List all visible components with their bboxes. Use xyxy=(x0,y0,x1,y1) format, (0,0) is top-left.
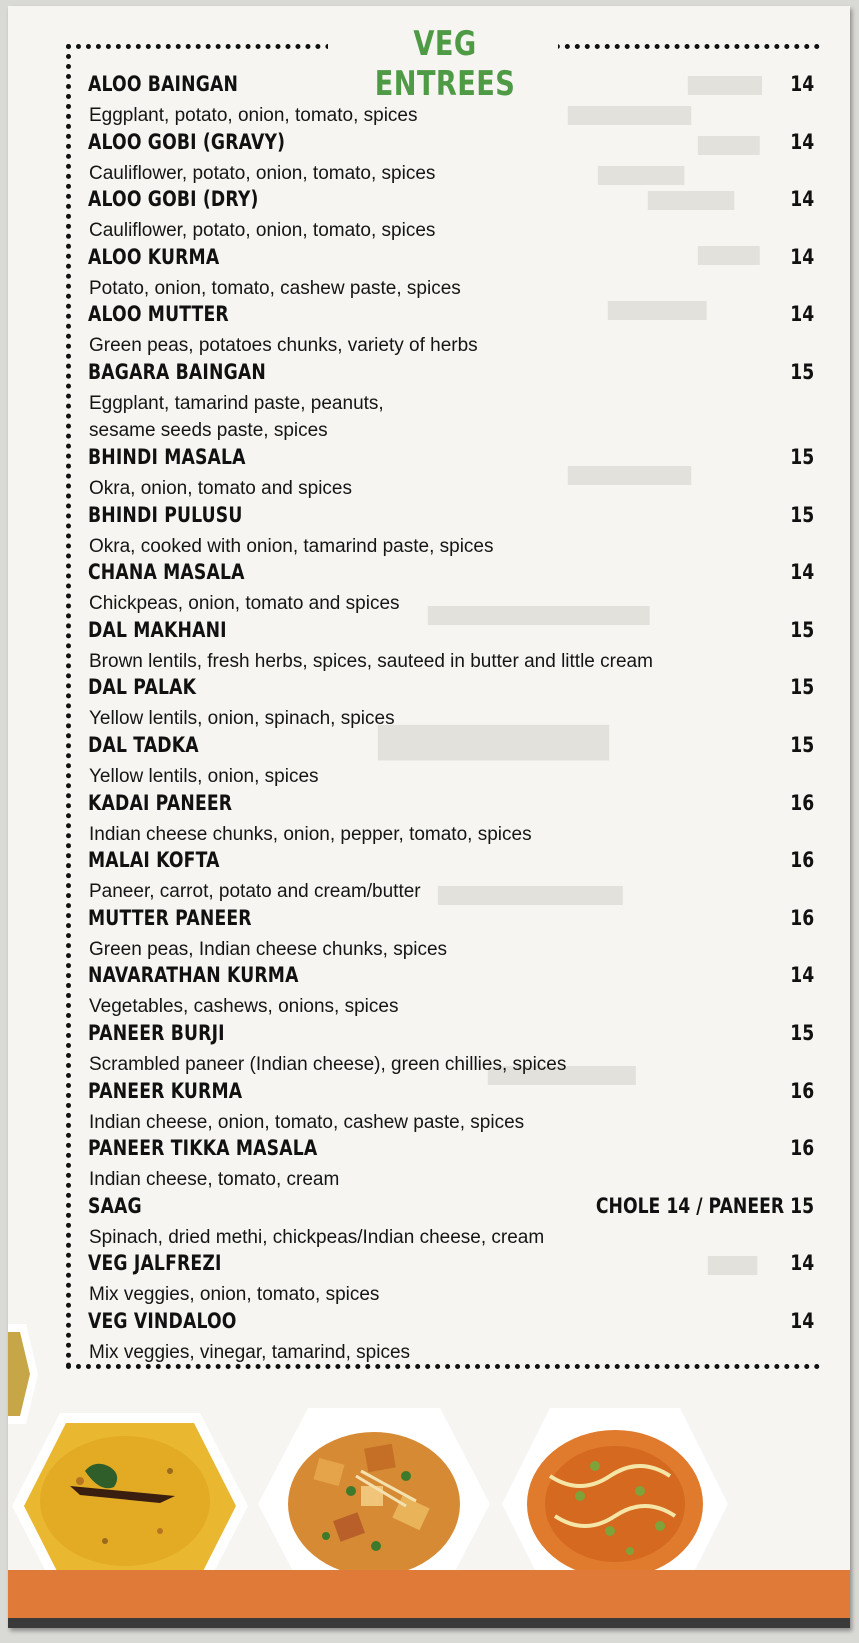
item-name: ALOO GOBI (DRY) xyxy=(88,187,259,212)
item-description: Scrambled paneer (Indian cheese), green chillies, spices xyxy=(89,1053,567,1075)
item-price: 14 xyxy=(790,560,814,585)
item-name: DAL PALAK xyxy=(88,675,197,700)
item-price: 14 xyxy=(790,72,814,96)
item-price: 15 xyxy=(790,732,814,757)
item-price: 14 xyxy=(790,187,814,212)
section-title: VEG ENTREES xyxy=(374,24,516,104)
menu-item xyxy=(88,360,814,445)
item-name: DAL TADKA xyxy=(88,732,199,757)
menu-item xyxy=(88,187,814,245)
item-price: 16 xyxy=(790,1078,814,1103)
menu-item xyxy=(88,675,814,733)
item-description: Okra, cooked with onion, tamarind paste, spices xyxy=(89,535,494,557)
item-description: Okra, onion, tomato and spices xyxy=(89,477,352,499)
item-name: BHINDI PULUSU xyxy=(88,502,243,527)
item-name: SAAG xyxy=(88,1193,142,1218)
menu-item xyxy=(88,733,814,791)
menu-page: ██████ ██████████ █████ ███████ ███████ █████ ████████ ██████████ ██████████████████ ██████████ ███████████████ ████████████ ████ VEG ENTREES ALOO BAINGAN 14 Eggplant, potato, onion, tomato, spices ALOO GOBI (GRAVY) 14 Cauliflower, potato, onion, tomato, spices ALOO GOBI (DRY) 14 Cauliflower, potato, onion, tomato, spices ALOO KURMA 14 Potato, onion, tomato, cashew paste, spices ALOO MUTTER 14 Green peas, potatoes chunks, variety of herbs BAGARA BAINGAN 15 Eggplant, tamarind paste, peanuts, sesame seeds paste, spices BHINDI MASALA 15 Okra, onion, tomato and spices BHINDI PULUSU 15 Okra, cooked with onion, tamarind paste, spices CHANA MASALA 14 Chickpeas, onion, tomato and spices DAL MAKHANI 15 Brown lentils, fresh herbs, spices, sauteed in butter and little cream DAL PALAK 15 Yellow lentils, onion, spinach, spices DAL TADKA 15 Yellow lentils, onion, spices KADAI PANEER 16 Indian cheese chunks, onion, pepper, tomato, spices MALAI KOFTA 16 Paneer, carrot, potato and cream/butter MUTTER PANEER 16 Green peas, Indian cheese chunks, spices NAVARATHAN KURMA 14 Vegetables, cashews, onions, spices PANEER BURJI 15 Scrambled paneer (Indian cheese), green chillies, spices PANEER KURMA 16 Indian cheese, onion, tomato, cashew paste, spices PANEER TIKKA MASALA 16 Indian cheese, tomato, cream SAAG CHOLE 14 / PANEER 15 Spinach, dried methi, chickpeas/Indian cheese, cream VEG JALFREZI 14 Mix veggies, onion, tomato, spices VEG VINDALOO 14 Mix veggies, vinegar, tamarind, spices xyxy=(8,6,850,1628)
item-price: 15 xyxy=(790,502,814,527)
item-description: Paneer, carrot, potato and cream/butter xyxy=(89,881,421,903)
item-description: Vegetables, cashews, onions, spices xyxy=(89,996,399,1018)
item-name: PANEER KURMA xyxy=(88,1078,243,1103)
menu-item xyxy=(88,848,814,906)
menu-item xyxy=(88,1021,814,1079)
item-price: 15 xyxy=(790,444,814,469)
footer-band xyxy=(8,1570,850,1628)
item-name: CHANA MASALA xyxy=(88,560,245,585)
item-name: PANEER BURJI xyxy=(88,1020,225,1045)
item-description: Cauliflower, potato, onion, tomato, spices xyxy=(89,220,436,242)
item-price: 16 xyxy=(790,848,814,873)
item-name: ALOO KURMA xyxy=(88,244,220,269)
item-name: BHINDI MASALA xyxy=(88,444,246,469)
food-photo-partial xyxy=(8,1324,38,1424)
item-name: MALAI KOFTA xyxy=(88,848,220,873)
item-description: Indian cheese, onion, tomato, cashew paste, spices xyxy=(89,1111,525,1133)
menu-item xyxy=(88,302,814,360)
item-description: Yellow lentils, onion, spices xyxy=(89,765,319,787)
item-price: 14 xyxy=(790,129,814,154)
menu-item xyxy=(88,72,814,130)
menu-item xyxy=(88,618,814,676)
menu-item xyxy=(88,445,814,503)
menu-item xyxy=(88,906,814,964)
item-name: ALOO MUTTER xyxy=(88,302,229,327)
item-description: Green peas, Indian cheese chunks, spices xyxy=(89,938,448,960)
menu-item xyxy=(88,503,814,561)
item-name: BAGARA BAINGAN xyxy=(88,359,266,384)
item-name: NAVARATHAN KURMA xyxy=(88,963,299,988)
item-description: Eggplant, potato, onion, tomato, spices xyxy=(89,105,418,126)
item-description: Potato, onion, tomato, cashew paste, spices xyxy=(89,277,461,299)
item-price: 14 xyxy=(790,302,814,327)
menu-item xyxy=(88,1309,814,1367)
item-price: 14 xyxy=(790,244,814,269)
menu-item xyxy=(88,1136,814,1194)
item-price: 14 xyxy=(790,1251,814,1276)
item-description: Indian cheese, tomato, cream xyxy=(89,1169,340,1191)
item-name: PANEER TIKKA MASALA xyxy=(88,1136,318,1161)
menu-item xyxy=(88,1251,814,1309)
menu-item xyxy=(88,130,814,188)
item-price: 15 xyxy=(790,675,814,700)
item-description: Chickpeas, onion, tomato and spices xyxy=(89,593,400,615)
item-description: Green peas, potatoes chunks, variety of herbs xyxy=(89,335,478,357)
item-price: 15 xyxy=(790,617,814,642)
item-price: CHOLE 14 / PANEER 15 xyxy=(595,1193,814,1218)
item-price: 14 xyxy=(790,1308,814,1333)
menu-item xyxy=(88,791,814,849)
item-description: Spinach, dried methi, chickpeas/Indian cheese, cream xyxy=(89,1226,545,1248)
menu-item xyxy=(88,245,814,303)
item-name: MUTTER PANEER xyxy=(88,905,252,930)
menu-item xyxy=(88,963,814,1021)
item-description: Yellow lentils, onion, spinach, spices xyxy=(89,708,395,730)
item-price: 15 xyxy=(790,1020,814,1045)
item-description: Indian cheese chunks, onion, pepper, tomato, spices xyxy=(89,823,532,845)
item-price: 16 xyxy=(790,790,814,815)
item-price: 15 xyxy=(790,359,814,384)
item-name: DAL MAKHANI xyxy=(88,617,227,642)
menu-item xyxy=(88,560,814,618)
item-price: 16 xyxy=(790,1136,814,1161)
item-name: ALOO BAINGAN xyxy=(88,72,239,96)
item-description: Brown lentils, fresh herbs, spices, sauteed in butter and little cream xyxy=(89,650,653,672)
item-price: 14 xyxy=(790,963,814,988)
item-description: Cauliflower, potato, onion, tomato, spices xyxy=(89,162,436,184)
menu-item xyxy=(88,1079,814,1137)
item-description: Eggplant, tamarind paste, peanuts, sesame seeds paste, spices xyxy=(89,392,384,441)
item-name: ALOO GOBI (GRAVY) xyxy=(88,129,286,154)
menu-item xyxy=(88,1194,814,1252)
item-name: VEG JALFREZI xyxy=(88,1251,222,1276)
item-name: KADAI PANEER xyxy=(88,790,233,815)
item-name: VEG VINDALOO xyxy=(88,1308,237,1333)
item-description: Mix veggies, vinegar, tamarind, spices xyxy=(89,1341,411,1363)
menu-items xyxy=(88,72,814,1366)
item-description: Mix veggies, onion, tomato, spices xyxy=(89,1284,380,1306)
item-price: 16 xyxy=(790,905,814,930)
